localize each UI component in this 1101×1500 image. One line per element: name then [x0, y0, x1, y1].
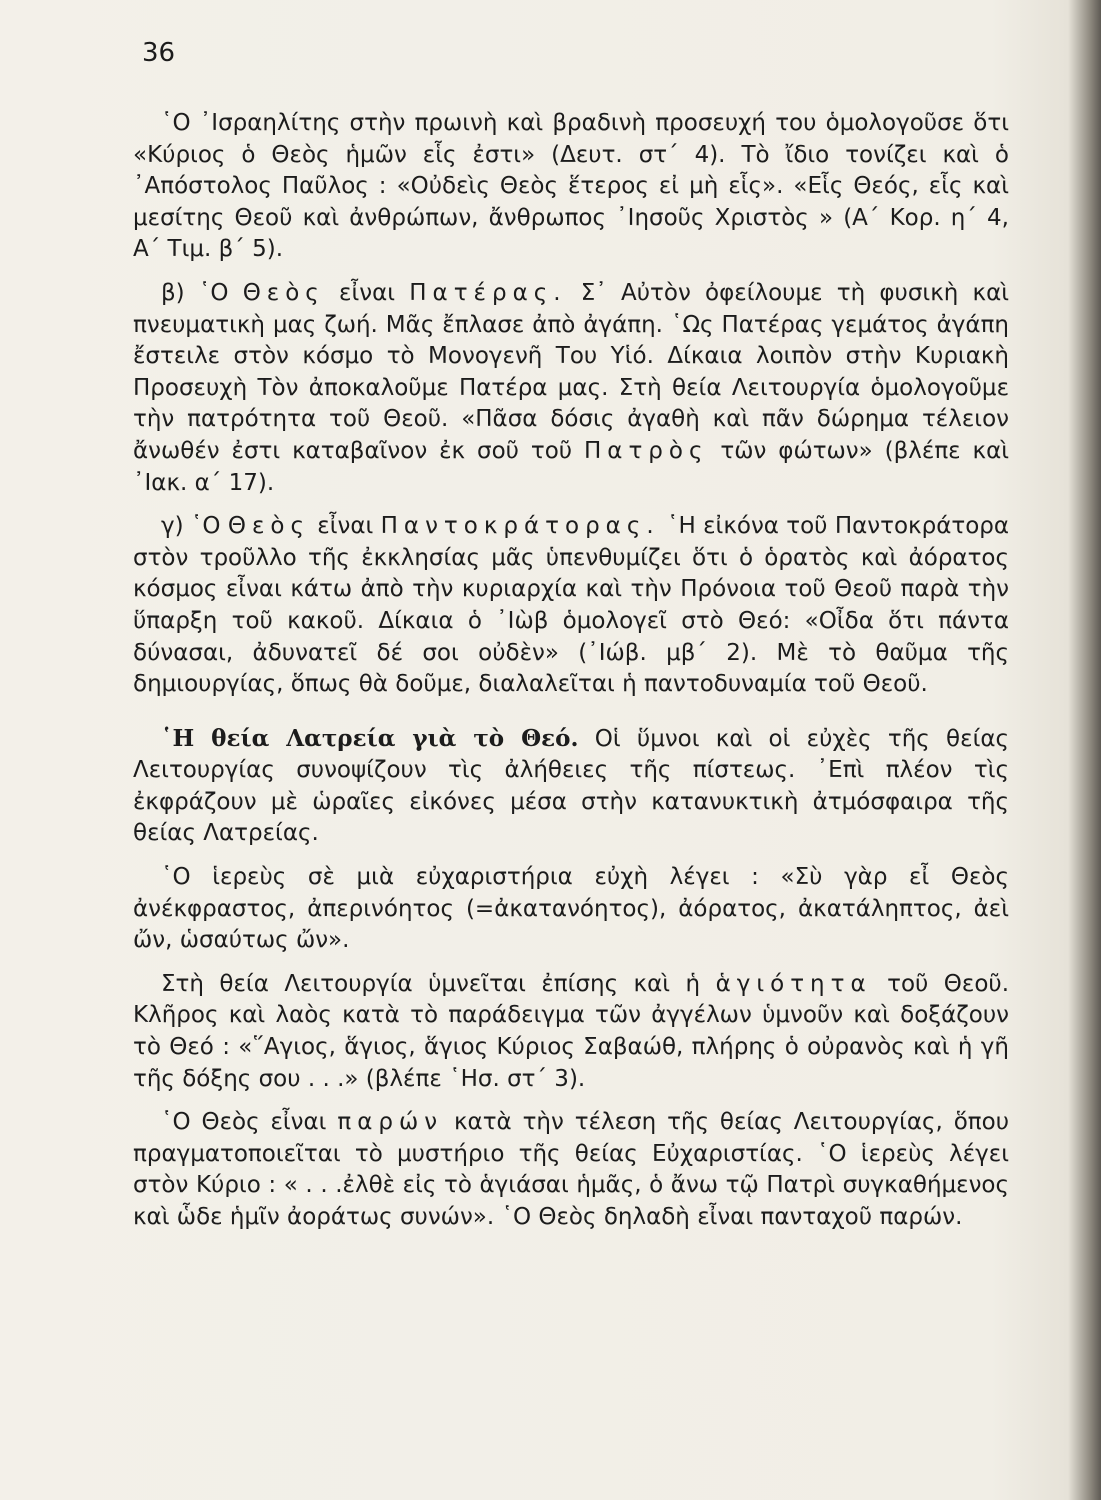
paragraph-2-mid: εἶναι	[339, 279, 396, 306]
paragraph-3-lead: γ) ῾Ο	[161, 513, 221, 540]
spaced-word-theos-2: Θεὸς	[227, 513, 310, 540]
paragraph-3-mid: εἶναι	[317, 513, 374, 540]
paragraph-2-lead: β) ῾Ο	[161, 279, 229, 306]
spaced-word-patros: Πατρὸς	[584, 437, 709, 464]
paragraph-3-body: ῾Η εἰκόνα τοῦ Παντοκράτορα στὸν τροῦλλο τῆς ἐκκλησίας μᾶς ὑπενθυμίζει ὅτι ὁ ὁρατὸς καὶ ἀόρατος κόσμος εἶναι κάτω ἀπὸ τὴν κυριαρχία καὶ τὴν Πρόνοια τοῦ Θεοῦ παρὰ τὴν ὕπαρξη τοῦ κακοῦ. Δίκαια ὁ ᾿Ιὼβ ὁμολογεῖ στὸ Θεό: «Οἶδα ὅτι πάντα δύνασαι, ἀδυνατεῖ δέ σοι οὐδὲν» (᾿Ιώβ. μβ΄ 2). Μὲ τὸ θαῦμα τῆς δημιουργίας, ὅπως θὰ δοῦμε, διαλαλεῖται ἡ παντοδυναμία τοῦ Θεοῦ.	[133, 513, 1010, 698]
paragraph-6-body: τοῦ Θεοῦ. Κλῆρος καὶ λαὸς κατὰ τὸ παράδειγμα τῶν ἀγγέλων ὑμνοῦν καὶ δοξάζουν τὸ Θεό : «῞Αγιος, ἅγιος, ἅγιος Κύριος Σαβαώθ, πλήρης ὁ οὐρανὸς καὶ ἡ γῆ τῆς δόξης σου . . .» (βλέπε ῾Ησ. στ΄ 3).	[133, 970, 1010, 1092]
spaced-word-pantokratoras: Παντοκράτορας.	[380, 513, 660, 540]
paragraph-7	[133, 1107, 1009, 1233]
spaced-word-paron: παρών	[337, 1109, 444, 1136]
page-text	[133, 108, 1009, 1234]
spaced-word-theos: Θεὸς	[242, 279, 325, 306]
paragraph-2-body: Σ᾿ Αὐτὸν ὀφείλουμε τὴ φυσικὴ καὶ πνευματικὴ μας ζωή. Μᾶς ἔπλασε ἀπὸ ἀγάπη. ῾Ως Πατέρας γεμάτος ἀγάπη ἔστειλε στὸν κόσμο τὸ Μονογενῆ Του Υἱό. Δίκαια λοιπὸν στὴν Κυριακὴ Προσευχὴ Τὸν ἀποκαλοῦμε Πατέρα μας. Στὴ θεία Λειτουργία ὁμολογοῦμε τὴν πατρότητα τοῦ Θεοῦ. «Πᾶσα δόσις ἀγαθὴ καὶ πᾶν δώρημα τέλειον ἄνωθέν ἐστι καταβαῖνον ἐκ σοῦ τοῦ	[133, 279, 1010, 464]
paragraph-5: ῾Ο ἱερεὺς σὲ μιὰ εὐχαριστήρια εὐχὴ λέγει : «Σὺ γὰρ εἶ Θεὸς ἀνέκφραστος, ἀπερινόητος (=ἀκατανόητος), ἀόρατος, ἀκατάληπτος, ἀεὶ ὤν, ὡσαύτως ὤν».	[133, 864, 1009, 954]
paragraph-2-end: τῶν φώτων» (βλέπε καὶ ᾿Ιακ. α΄ 17).	[133, 437, 1010, 496]
paragraph-6	[133, 969, 1009, 1095]
page-number: 36	[142, 38, 176, 68]
spaced-word-agiotita: ἁγιότητα	[715, 970, 872, 997]
paragraph-2	[133, 278, 1009, 499]
paragraph-1: ῾Ο ᾿Ισραηλίτης στὴν πρωινὴ καὶ βραδινὴ προσευχή του ὁμολογοῦσε ὅτι «Κύριος ὁ Θεὸς ἡμῶν εἷς ἐστι» (Δευτ. στ΄ 4). Τὸ ἴδιο τονίζει καὶ ὁ ᾿Απόστολος Παῦλος : «Οὐδεὶς Θεὸς ἕτερος εἰ μὴ εἷς». «Εἷς Θεός, εἷς καὶ μεσίτης Θεοῦ καὶ ἀνθρώπων, ἄνθρωπος ᾿Ιησοῦς Χριστὸς » (Α΄ Κορ. η΄ 4, Α΄ Τιμ. β΄ 5).	[133, 110, 1009, 263]
paragraph-4	[133, 723, 1009, 850]
section-heading: ῾Η θεία Λατρεία γιὰ τὸ Θεό.	[161, 724, 579, 752]
paragraph-4-body: Οἱ ὕμνοι καὶ οἱ εὐχὲς τῆς θείας Λειτουργίας συνοψίζουν τὶς ἀλήθειες τῆς πίστεως. ᾿Επὶ πλέον τὶς ἐκφράζουν μὲ ὡραῖες εἰκόνες μέσα στὴν κατανυκτικὴ ἀτμόσφαιρα τῆς θείας Λατρείας.	[133, 725, 1010, 847]
paragraph-3	[133, 511, 1009, 701]
paragraph-7-body: κατὰ τὴν τέλεση τῆς θείας Λειτουργίας, ὅπου πραγματοποιεῖται τὸ μυστήριο τῆς θείας Εὐχαριστίας. ῾Ο ἱερεὺς λέγει στὸν Κύριο : « . . .ἐλθὲ εἰς τὸ ἁγιάσαι ἡμᾶς, ὁ ἄνω τῷ Πατρὶ συγκαθήμενος καὶ ὧδε ἡμῖν ἀοράτως συνών». ῾Ο Θεὸς δηλαδὴ εἶναι πανταχοῦ παρών.	[133, 1109, 1010, 1230]
paragraph-7-lead: ῾Ο Θεὸς εἶναι	[161, 1109, 327, 1136]
spaced-word-pateras: Πατέρας.	[409, 279, 567, 306]
paragraph-6-lead: Στὴ θεία Λειτουργία ὑμνεῖται ἐπίσης καὶ ἡ	[161, 970, 701, 997]
